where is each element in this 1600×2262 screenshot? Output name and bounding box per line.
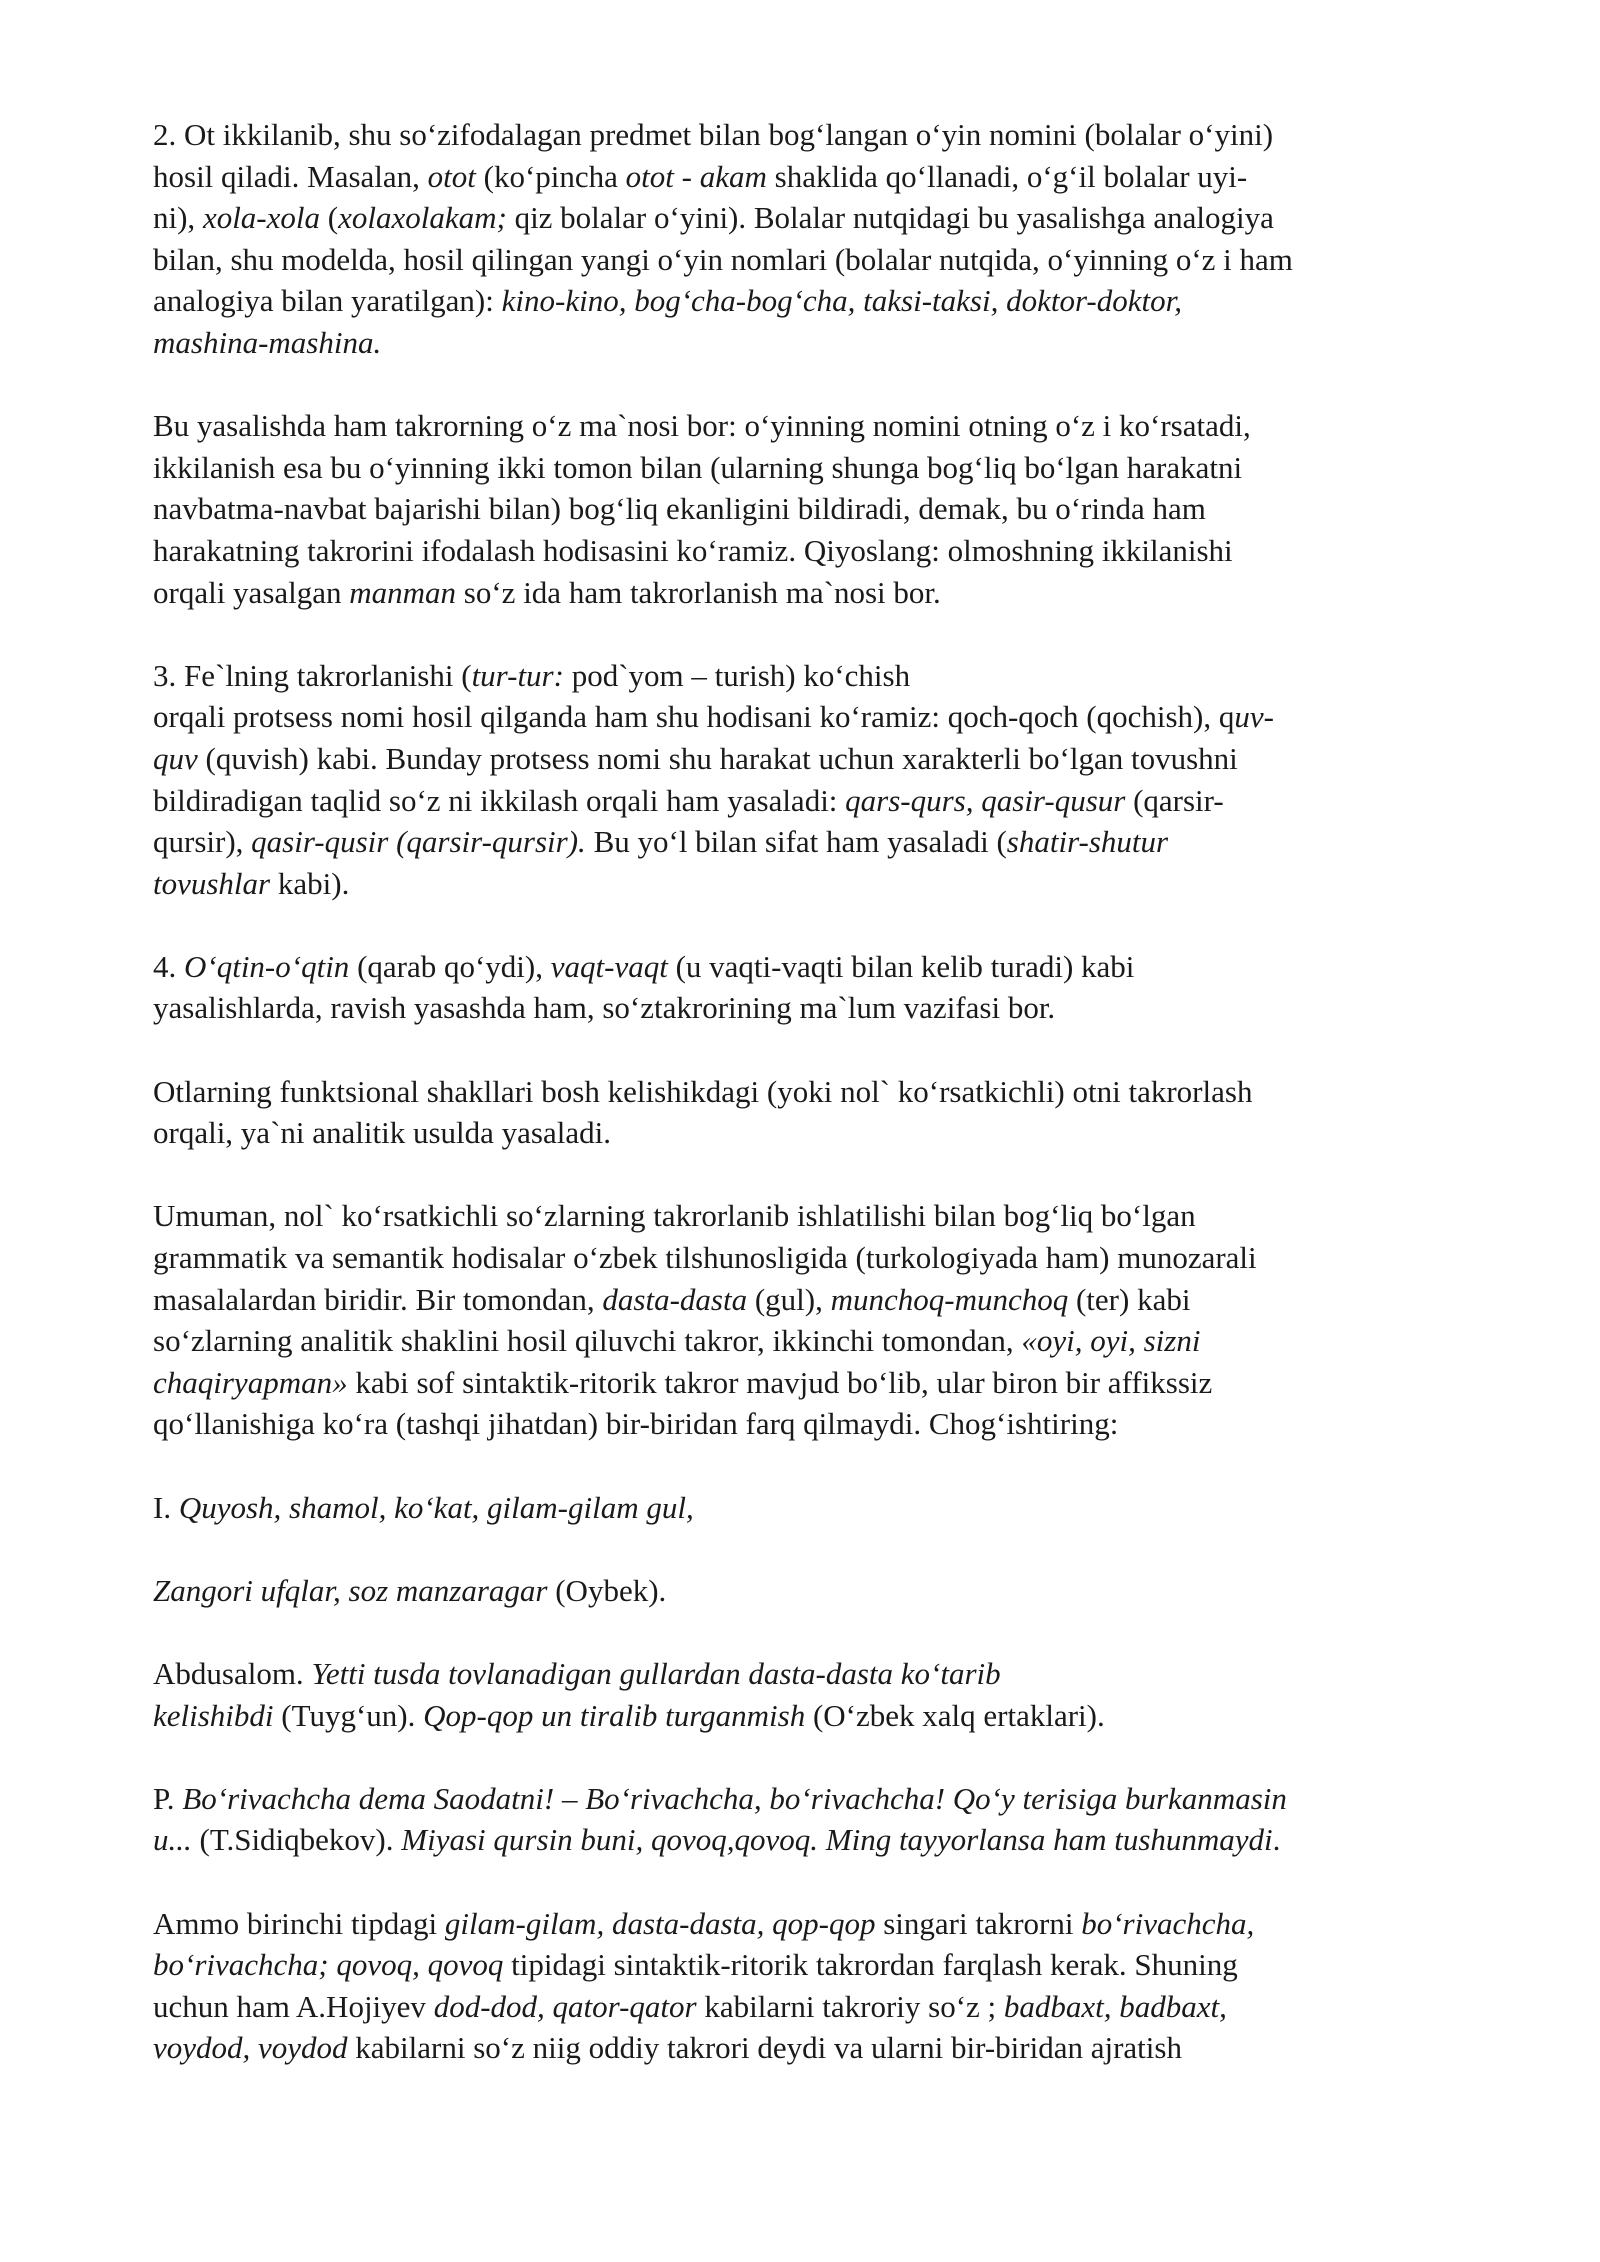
text-run: Bu yo‘l bilan sifat ham yasaladi ( bbox=[585, 824, 1007, 860]
text-run: (qarsir- bbox=[1125, 782, 1224, 818]
text-line bbox=[153, 1653, 1500, 1695]
text-run: analogiya bilan yaratilgan): bbox=[153, 283, 502, 319]
italic-run: Zangori ufqlar, soz manzaragar bbox=[153, 1572, 548, 1608]
text-run: yasalishlarda, ravish yasashda ham, so‘ztakrorining ma`lum vazifasi bor. bbox=[153, 990, 1056, 1026]
text-run: kabi sof sintaktik-ritorik takror mavjud bo‘lib, ular biron bir affikssiz bbox=[347, 1364, 1213, 1400]
text-run: kabi). bbox=[270, 865, 350, 901]
italic-run: gilam-gilam, dasta-dasta, qop-qop bbox=[444, 1905, 876, 1941]
paragraph bbox=[153, 114, 1500, 364]
text-line bbox=[153, 1237, 1500, 1279]
italic-run: Miyasi qursin buni, qovoq,qovoq. Ming tayyorlansa ham tushunmaydi bbox=[401, 1822, 1273, 1858]
text-line bbox=[153, 946, 1500, 988]
text-line bbox=[153, 1903, 1500, 1945]
text-line bbox=[153, 738, 1500, 780]
text-run: Bu yasalishda ham takrorning o‘z ma`nosi bor: o‘yinning nomini otning o‘z i ko‘rsatadi, bbox=[153, 408, 1251, 444]
italic-run: badbaxt, badbaxt, bbox=[1003, 1988, 1227, 2024]
text-line bbox=[153, 1320, 1500, 1362]
text-run: so‘zlarning analitik shaklini hosil qiluvchi takror, ikkinchi tomondan, bbox=[153, 1323, 1022, 1359]
text-line bbox=[153, 1570, 1500, 1612]
text-line bbox=[153, 1279, 1500, 1321]
italic-run: «oyi, oyi, sizni bbox=[1021, 1323, 1201, 1359]
text-line bbox=[153, 987, 1500, 1029]
italic-run: Bo‘rivachcha dema Saodatni! – Bo‘rivachcha, bo‘rivachcha! Qo‘y terisiga burkanmasin bbox=[182, 1780, 1287, 1816]
italic-run: manman bbox=[349, 574, 457, 610]
paragraph bbox=[153, 1653, 1500, 1736]
text-run: Otlarning funktsional shakllari bosh kelishikdagi (yoki nol` ko‘rsatkichli) otni takrorlash bbox=[153, 1073, 1253, 1109]
text-run: orqali protsess nomi hosil qilganda ham shu hodisani ko‘ramiz: qoch-qoch (qochish), q bbox=[153, 699, 1235, 735]
text-line bbox=[153, 1071, 1500, 1113]
paragraph bbox=[153, 1195, 1500, 1445]
italic-run: tur-tur: bbox=[471, 657, 564, 693]
text-line bbox=[153, 1195, 1500, 1237]
text-run: orqali, ya`ni analitik usulda yasaladi. bbox=[153, 1115, 611, 1151]
italic-run: bo‘rivachcha, bbox=[1081, 1905, 1255, 1941]
italic-run: chaqiryapman» bbox=[153, 1364, 348, 1400]
text-run: 3. Fe`lning takrorlanishi ( bbox=[153, 657, 472, 693]
text-run: . bbox=[1272, 1822, 1281, 1858]
text-line bbox=[153, 1695, 1500, 1737]
text-line bbox=[153, 655, 1500, 697]
text-run: (T.Sidiqbekov). bbox=[191, 1822, 402, 1858]
text-line bbox=[153, 1112, 1500, 1154]
text-line bbox=[153, 1403, 1500, 1445]
text-run: 2. Ot ikkilanib, shu so‘zifodalagan predmet bilan bog‘langan o‘yin nomini (bolalar o‘yini) bbox=[153, 117, 1274, 152]
text-line bbox=[153, 696, 1500, 738]
italic-run: xolaxolakam; bbox=[338, 200, 507, 236]
italic-run: Qop-qop un tiralib turganmish bbox=[423, 1697, 806, 1733]
text-run: shaklida qo‘llanadi, o‘g‘il bolalar uyi- bbox=[766, 158, 1248, 194]
text-run: kabilarni so‘z niig oddiy takrori deydi va ularni bir-biridan ajratish bbox=[347, 2030, 1182, 2066]
text-line bbox=[153, 447, 1500, 489]
text-line bbox=[153, 821, 1500, 863]
text-run: (ter) kabi bbox=[1068, 1281, 1191, 1317]
text-line bbox=[153, 488, 1500, 530]
text-run: navbatma-navbat bajarishi bilan) bog‘liq ekanligini bildiradi, demak, bu o‘rinda ham bbox=[153, 491, 1206, 527]
text-run: (O‘zbek xalq ertaklari). bbox=[805, 1697, 1105, 1733]
text-line bbox=[153, 2027, 1500, 2069]
text-run: pod`yom – turish) ko‘chish bbox=[563, 657, 911, 693]
italic-run: kino-kino, bog‘cha-bog‘cha, taksi-taksi, doktor-doktor, bbox=[501, 283, 1182, 319]
text-run: hosil qiladi. Masalan, bbox=[153, 158, 428, 194]
text-line bbox=[153, 1778, 1500, 1820]
italic-run: otot bbox=[427, 158, 476, 194]
italic-run: tovushlar bbox=[153, 865, 271, 901]
text-run: Abdusalom. bbox=[153, 1655, 312, 1691]
text-run: ( bbox=[320, 200, 339, 236]
text-line bbox=[153, 1487, 1500, 1529]
italic-run: kelishibdi bbox=[153, 1697, 274, 1733]
text-run: harakatning takrorini ifodalash hodisasini ko‘ramiz. Qiyoslang: olmoshning ikkilanishi bbox=[153, 532, 1233, 568]
paragraph bbox=[153, 655, 1500, 905]
italic-run: vaqt-vaqt bbox=[550, 948, 668, 984]
text-run: qiz bolalar o‘yini). Bolalar nutqidagi bu yasalishga analogiya bbox=[506, 200, 1274, 236]
text-run: qo‘llanishiga ko‘ra (tashqi jihatdan) bir-biridan farq qilmaydi. Chog‘ishtiring: bbox=[153, 1406, 1119, 1442]
text-run: orqali yasalgan bbox=[153, 574, 350, 610]
italic-run: munchoq-munchoq bbox=[830, 1281, 1069, 1317]
text-run: so‘z ida ham takrorlanish ma`nosi bor. bbox=[456, 574, 941, 610]
text-line bbox=[153, 405, 1500, 447]
text-line bbox=[153, 156, 1500, 198]
italic-run: mashina-mashina. bbox=[153, 324, 382, 360]
paragraph bbox=[153, 1778, 1500, 1861]
text-line bbox=[153, 280, 1500, 322]
italic-run: qars-qurs, qasir-qusur bbox=[845, 782, 1126, 818]
italic-run: uv- bbox=[1234, 699, 1274, 735]
text-line bbox=[153, 780, 1500, 822]
text-line bbox=[153, 114, 1500, 156]
text-line bbox=[153, 1362, 1500, 1404]
text-line bbox=[153, 197, 1500, 239]
italic-run: dod-dod, qator-qator bbox=[433, 1988, 697, 2024]
text-run: bildiradigan taqlid so‘z ni ikkilash orqali ham yasaladi: bbox=[153, 782, 846, 818]
text-run: bilan, shu modelda, hosil qilingan yangi o‘yin nomlari (bolalar nutqida, o‘yinning o‘z i ham bbox=[153, 241, 1293, 277]
text-run: uchun ham A.Hojiyev bbox=[153, 1988, 434, 2024]
text-run: I. bbox=[153, 1489, 179, 1525]
text-run: (quvish) kabi. Bunday protsess nomi shu harakat uchun xarakterli bo‘lgan tovushni bbox=[197, 740, 1238, 776]
text-run: kabilarni takroriy so‘z ; bbox=[696, 1988, 1004, 2024]
text-line bbox=[153, 1986, 1500, 2028]
paragraph bbox=[153, 1903, 1500, 2069]
text-run: qursir), bbox=[153, 824, 252, 860]
text-run: (Tuyg‘un). bbox=[273, 1697, 424, 1733]
text-run: ni), bbox=[153, 200, 203, 236]
text-run: (gul), bbox=[747, 1281, 831, 1317]
text-run: masalalardan biridir. Bir tomondan, bbox=[153, 1281, 603, 1317]
italic-run: O‘qtin-o‘qtin bbox=[184, 948, 350, 984]
text-line bbox=[153, 322, 1500, 364]
text-run: (Oybek). bbox=[547, 1572, 667, 1608]
paragraph bbox=[153, 1071, 1500, 1154]
italic-run: xola-xola bbox=[202, 200, 321, 236]
italic-run: otot - akam bbox=[625, 158, 767, 194]
italic-run: bo‘rivachcha; qovoq, qovoq bbox=[153, 1947, 504, 1983]
italic-run: qasir-qusir (qarsir-qursir). bbox=[251, 824, 586, 860]
text-line bbox=[153, 572, 1500, 614]
paragraph bbox=[153, 405, 1500, 613]
text-line bbox=[153, 239, 1500, 281]
text-run: Ammo birinchi tipdagi bbox=[153, 1905, 445, 1941]
italic-run: Yetti tusda tovlanadigan gullardan dasta-dasta ko‘tarib bbox=[311, 1655, 1001, 1691]
text-run: 4. bbox=[153, 948, 184, 984]
italic-run: quv bbox=[153, 740, 198, 776]
text-run: P. bbox=[153, 1780, 183, 1816]
text-run: tipidagi sintaktik-ritorik takrordan farqlash kerak. Shuning bbox=[503, 1947, 1238, 1983]
italic-run: dasta-dasta bbox=[602, 1281, 748, 1317]
text-run: ikkilanish esa bu o‘yinning ikki tomon bilan (ularning shunga bog‘liq bo‘lgan harakatni bbox=[153, 449, 1243, 485]
text-run: (qarab qo‘ydi), bbox=[349, 948, 551, 984]
italic-run: u... bbox=[153, 1822, 192, 1858]
paragraph bbox=[153, 1487, 1500, 1529]
text-run: grammatik va semantik hodisalar o‘zbek tilshunosligida (turkologiyada ham) munozarali bbox=[153, 1240, 1257, 1276]
text-line bbox=[153, 530, 1500, 572]
text-run: Umuman, nol` ko‘rsatkichli so‘zlarning takrorlanib ishlatilishi bilan bog‘liq bo‘lgan bbox=[153, 1198, 1196, 1234]
paragraph bbox=[153, 946, 1500, 1029]
italic-run: voydod, voydod bbox=[153, 2030, 348, 2066]
text-line bbox=[153, 1819, 1500, 1861]
paragraph bbox=[153, 1570, 1500, 1612]
text-run: singari takrorni bbox=[875, 1905, 1082, 1941]
italic-run: Quyosh, shamol, ko‘kat, gilam-gilam gul, bbox=[178, 1489, 694, 1525]
italic-run: shatir-shutur bbox=[1006, 824, 1169, 860]
text-run: (u vaqti-vaqti bilan kelib turadi) kabi bbox=[667, 948, 1135, 984]
text-line bbox=[153, 863, 1500, 905]
text-run: (ko‘pincha bbox=[475, 158, 626, 194]
text-line bbox=[153, 1944, 1500, 1986]
